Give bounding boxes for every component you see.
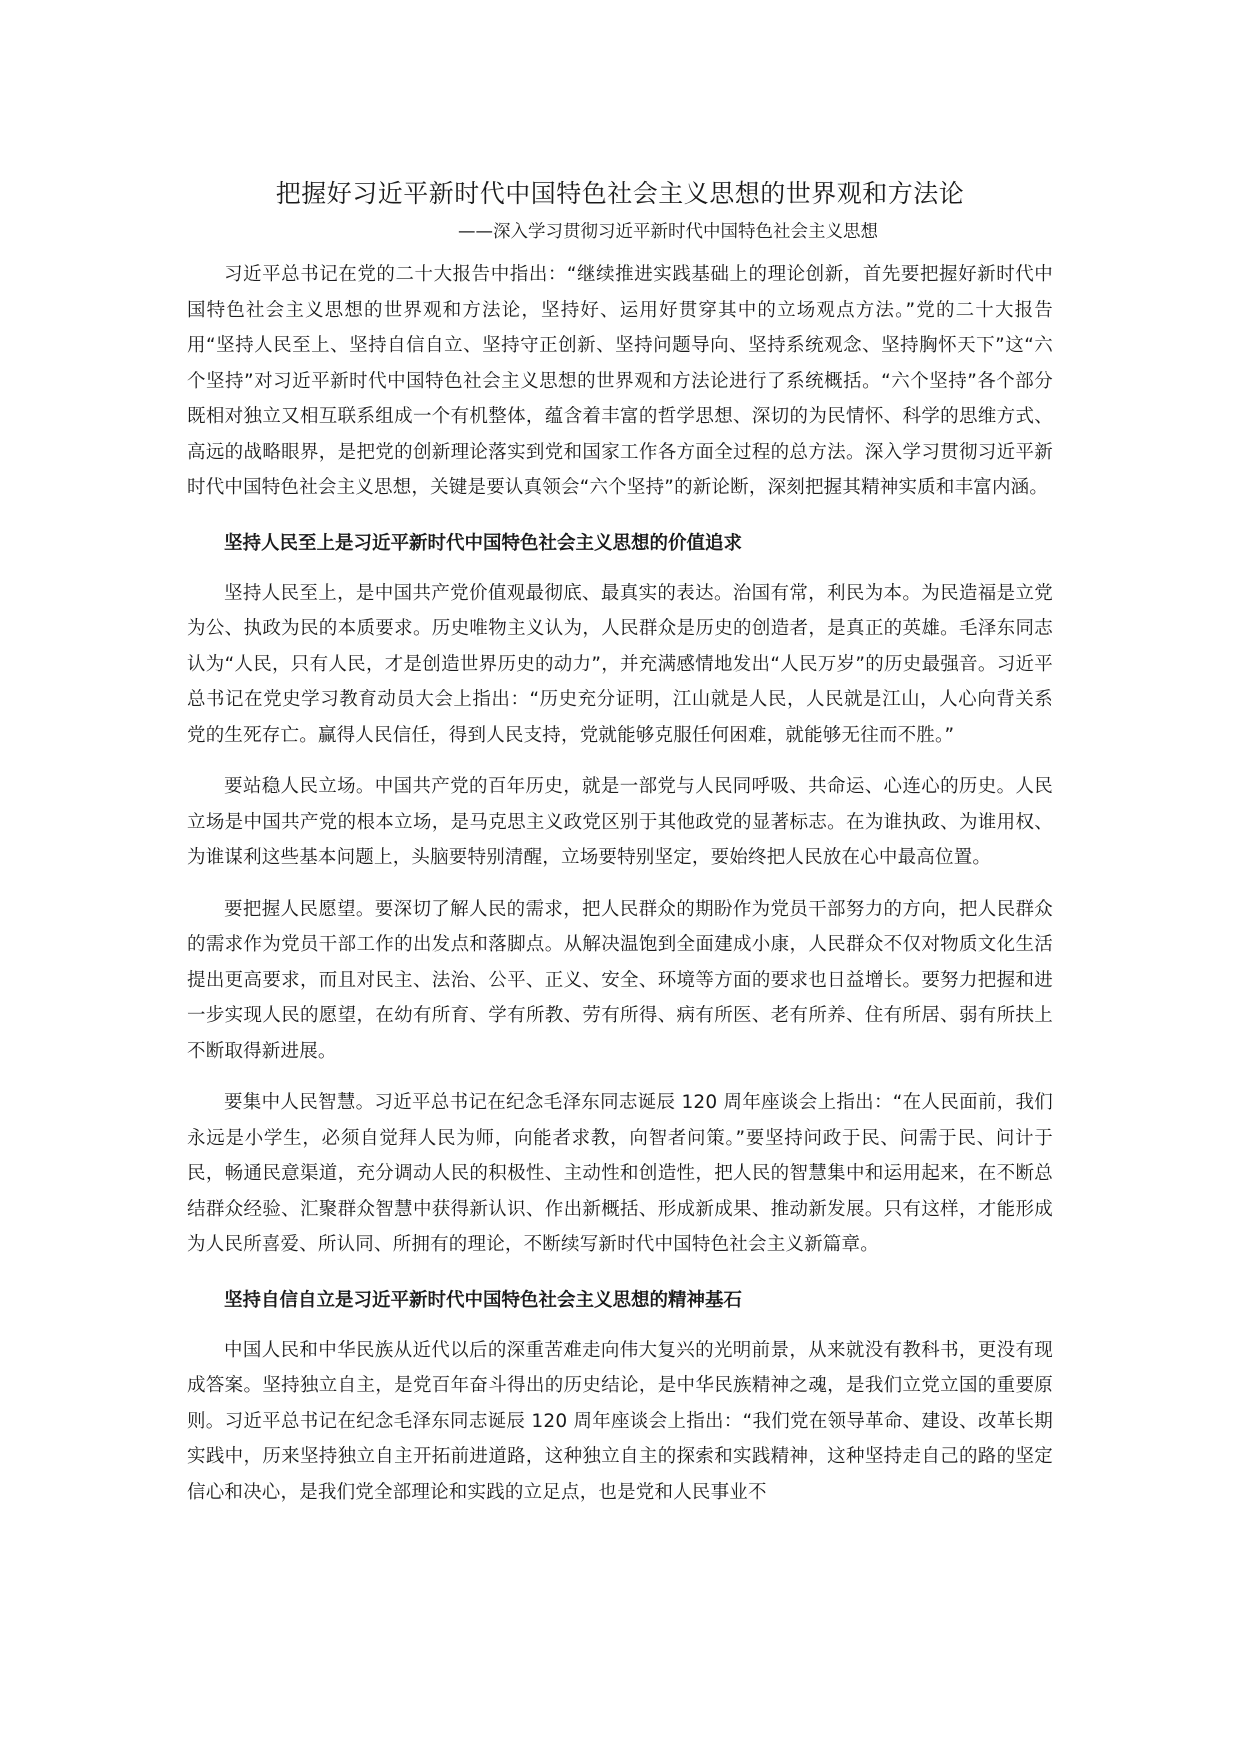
body-paragraph: 中国人民和中华民族从近代以后的深重苦难走向伟大复兴的光明前景，从来就没有教科书，更没有现成答案。坚持独立自主，是党百年奋斗得出的历史结论，是中华民族精神之魂，是我们立党立国的重要原则。习近平总书记在纪念毛泽东同志诞辰 120 周年座谈会上指出：“我们党在领导革命、建设、改革长期实践中，历来坚持独立自主开拓前进道路，这种独立自主的探索和实践精神，这种坚持走自己的路的坚定信心和决心，是我们党全部理论和实践的立足点，也是党和人民事业不 (187, 1339, 1053, 1503)
intro-paragraph: 习近平总书记在党的二十大报告中指出：“继续推进实践基础上的理论创新，首先要把握好新时代中国特色社会主义思想的世界观和方法论，坚持好、运用好贯穿其中的立场观点方法。”党的二十大报告用“坚持人民至上、坚持自信自立、坚持守正创新、坚持问题导向、坚持系统观念、坚持胸怀天下”这“六个坚持”对习近平新时代中国特色社会主义思想的世界观和方法论进行了系统概括。“六个坚持”各个部分既相对独立又相互联系组成一个有机整体，蕴含着丰富的哲学思想、深切的为民情怀、科学的思维方式、高远的战略眼界，是把党的创新理论落实到党和国家工作各方面全过程的总方法。深入学习贯彻习近平新时代中国特色社会主义思想，关键是要认真领会“六个坚持”的新论断，深刻把握其精神实质和丰富内涵。 (187, 264, 1053, 498)
document-body (187, 176, 1053, 1510)
section-heading-self-confidence: 坚持自信自立是习近平新时代中国特色社会主义思想的精神基石 (224, 1289, 743, 1311)
document-subtitle: ——深入学习贯彻习近平新时代中国特色社会主义思想 (458, 222, 878, 242)
document-title: 把握好习近平新时代中国特色社会主义思想的世界观和方法论 (275, 179, 965, 208)
body-paragraph: 要集中人民智慧。习近平总书记在纪念毛泽东同志诞辰 120 周年座谈会上指出：“在人民面前，我们永远是小学生，必须自觉拜人民为师，向能者求教，向智者问策。”要坚持问政于民、问需于民、问计于民，畅通民意渠道，充分调动人民的积极性、主动性和创造性，把人民的智慧集中和运用起来，在不断总结群众经验、汇聚群众智慧中获得新认识、作出新概括、形成新成果、推动新发展。只有这样，才能形成为人民所喜爱、所认同、所拥有的理论，不断续写新时代中国特色社会主义新篇章。 (187, 1092, 1053, 1255)
body-paragraph: 坚持人民至上，是中国共产党价值观最彻底、最真实的表达。治国有常，利民为本。为民造福是立党为公、执政为民的本质要求。历史唯物主义认为，人民群众是历史的创造者，是真正的英雄。毛泽东同志认为“人民，只有人民，才是创造世界历史的动力”，并充满感情地发出“人民万岁”的历史最强音。习近平总书记在党史学习教育动员大会上指出：“历史充分证明，江山就是人民，人民就是江山，人心向背关系党的生死存亡。赢得人民信任，得到人民支持，党就能够克服任何困难，就能够无往而不胜。” (187, 582, 1053, 746)
body-paragraph: 要把握人民愿望。要深切了解人民的需求，把人民群众的期盼作为党员干部努力的方向，把人民群众的需求作为党员干部工作的出发点和落脚点。从解决温饱到全面建成小康，人民群众不仅对物质文化生活提出更高要求，而且对民主、法治、公平、正义、安全、环境等方面的要求也日益增长。要努力把握和进一步实现人民的愿望，在幼有所育、学有所教、劳有所得、病有所医、老有所养、住有所居、弱有所扶上不断取得新进展。 (187, 898, 1053, 1062)
section-heading-people-first: 坚持人民至上是习近平新时代中国特色社会主义思想的价值追求 (224, 532, 743, 554)
body-paragraph: 要站稳人民立场。中国共产党的百年历史，就是一部党与人民同呼吸、共命运、心连心的历史。人民立场是中国共产党的根本立场，是马克思主义政党区别于其他政党的显著标志。在为谁执政、为谁用权、为谁谋利这些基本问题上，头脑要特别清醒，立场要特别坚定，要始终把人民放在心中最高位置。 (187, 776, 1053, 868)
